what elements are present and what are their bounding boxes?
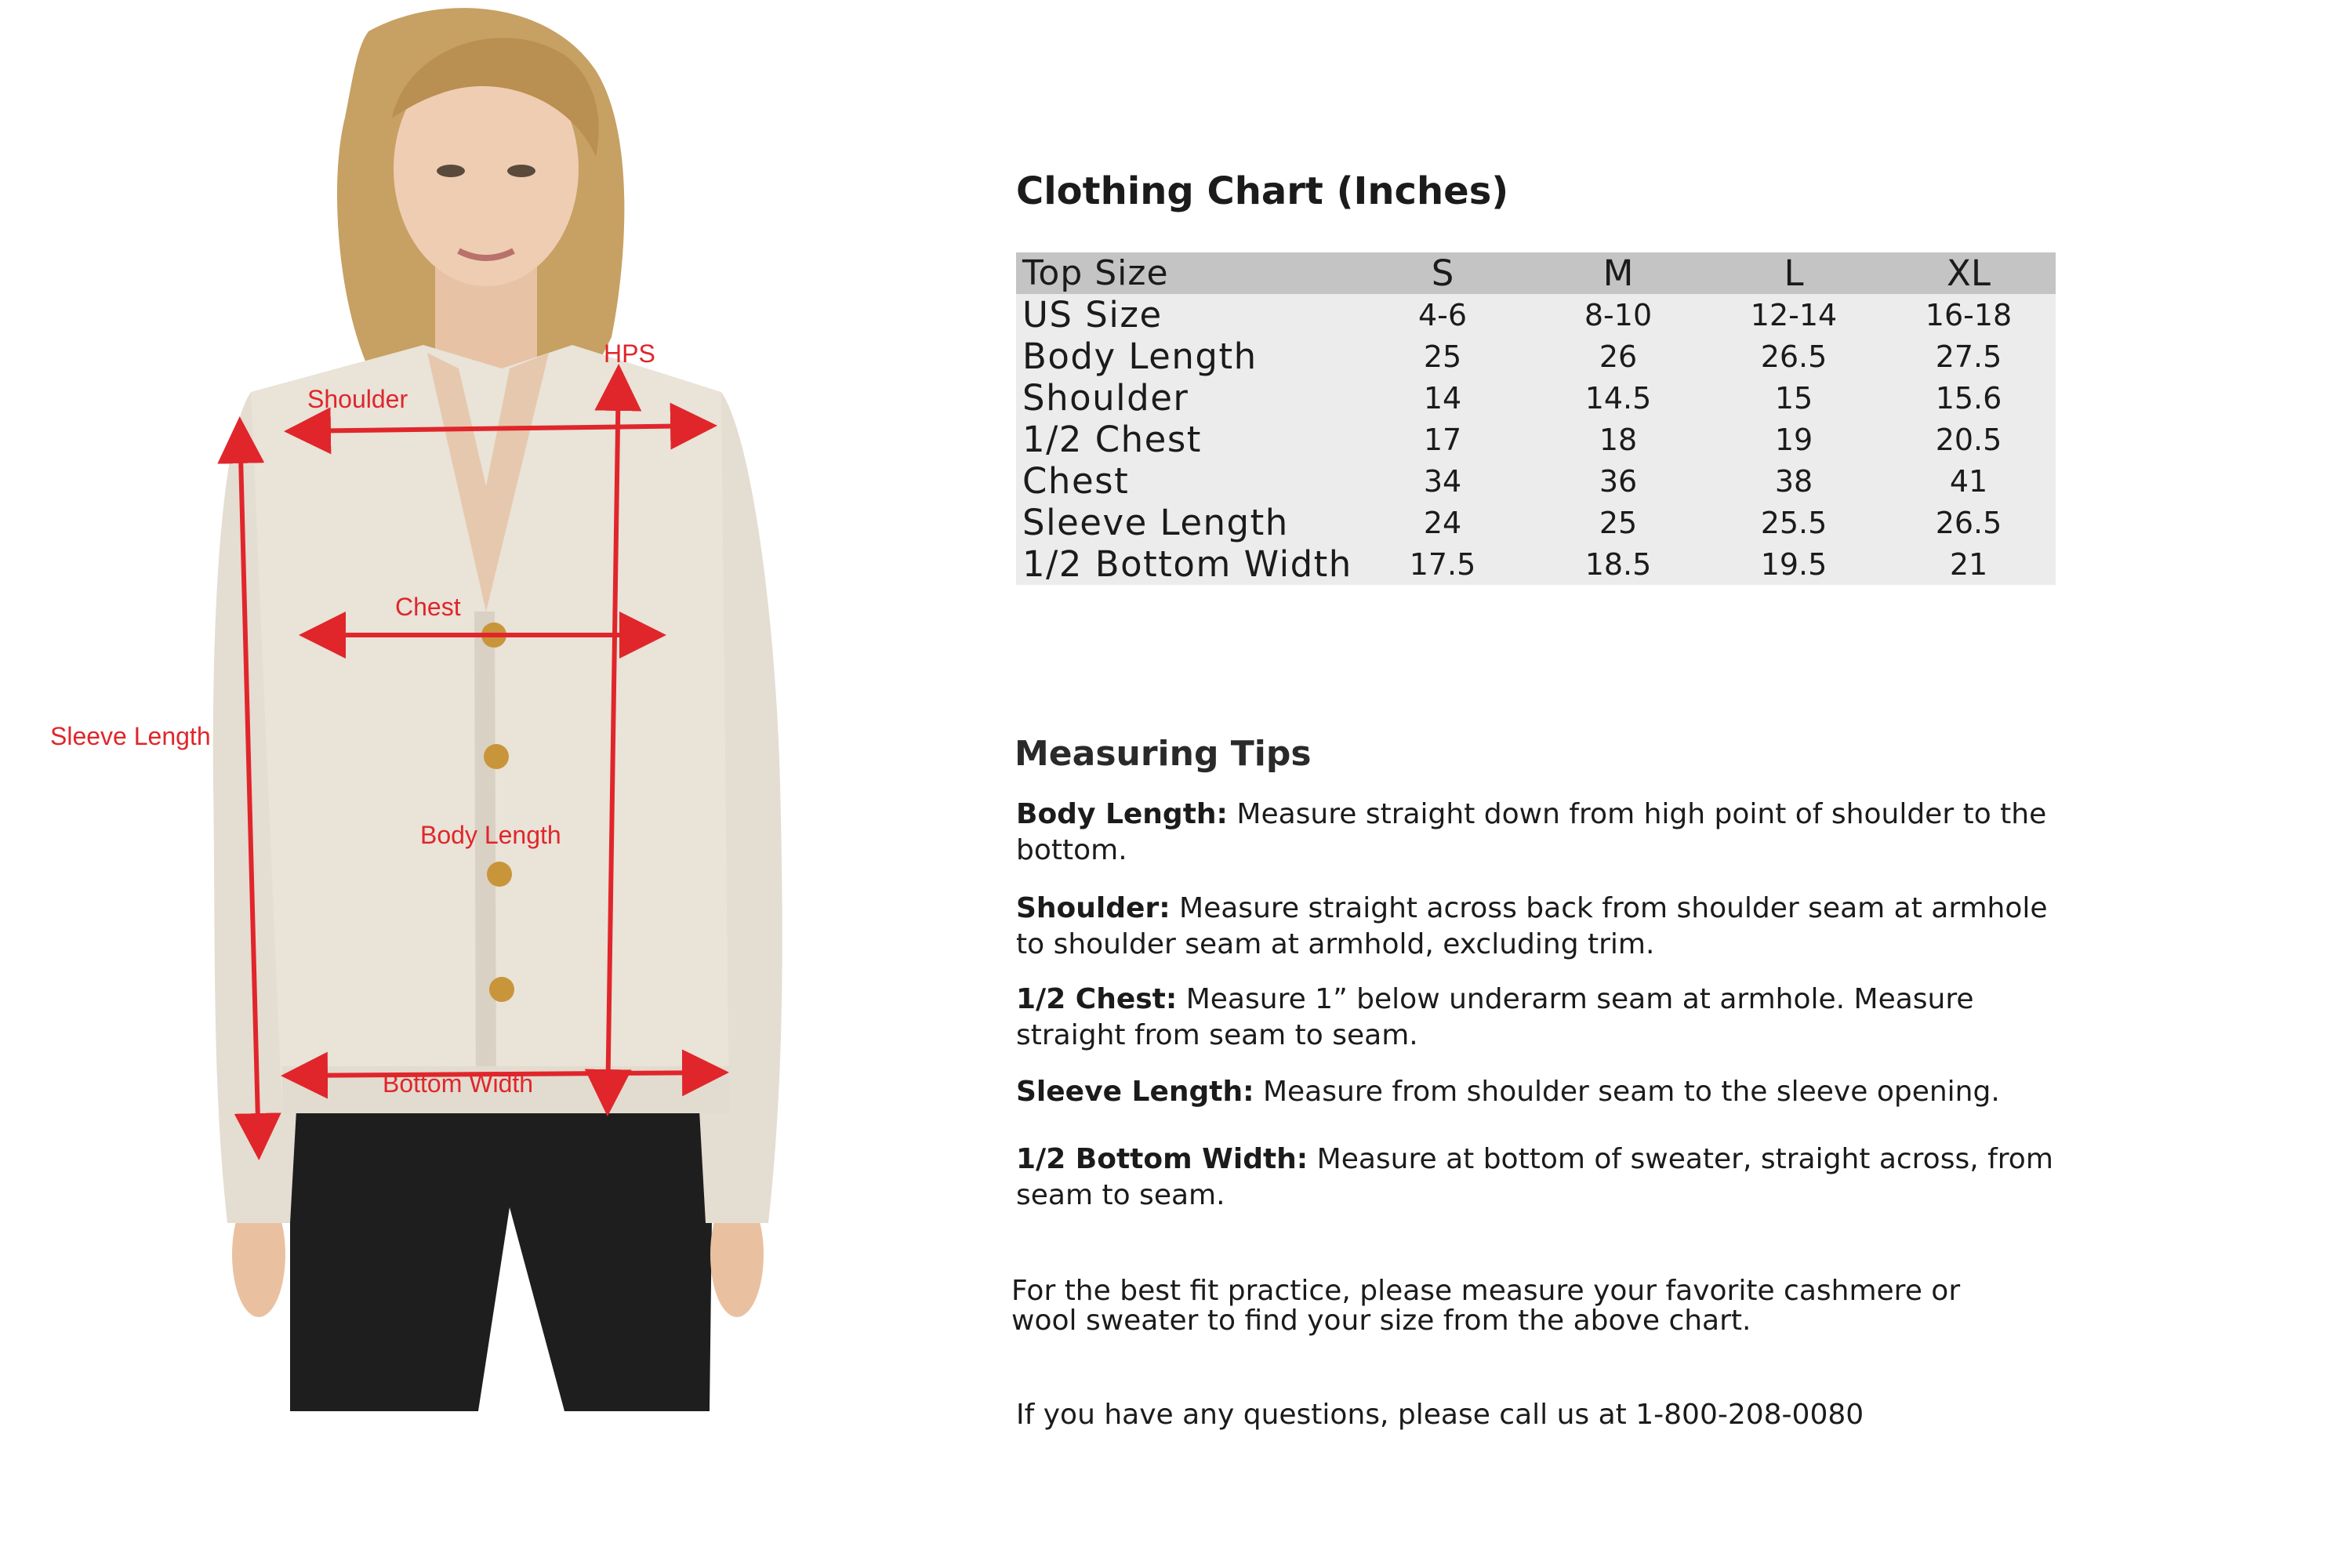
table-cell: 38 — [1774, 463, 1813, 499]
table-cell: 21 — [1949, 546, 1988, 582]
tip-body-length — [1016, 797, 2059, 869]
table-cell: 26.5 — [1760, 339, 1828, 374]
header-label: Top Size — [1022, 253, 1169, 293]
model-illustration — [0, 0, 941, 1427]
tip-text: Measure from shoulder seam to the sleeve opening. — [1254, 1076, 2000, 1108]
table-cell: 18.5 — [1584, 546, 1652, 582]
row-label: 1/2 Bottom Width — [1022, 543, 1352, 585]
table-row — [1016, 294, 2056, 336]
bottom-width-label: Bottom Width — [383, 1069, 534, 1098]
chest-label: Chest — [395, 593, 461, 621]
header-size-xl: XL — [1947, 252, 1991, 294]
header-size-s: S — [1431, 252, 1454, 294]
table-cell: 4-6 — [1417, 297, 1468, 332]
table-cell: 26.5 — [1935, 505, 2002, 540]
size-chart-table — [1016, 252, 2056, 585]
table-cell: 17 — [1423, 422, 1462, 457]
table-cell: 26 — [1599, 339, 1638, 374]
size-chart-header-row — [1016, 252, 2056, 294]
table-cell: 12-14 — [1750, 297, 1838, 332]
row-label: Shoulder — [1022, 377, 1189, 419]
tip-text: Measure at bottom of sweater, straight across, from seam to seam. — [1016, 1143, 2053, 1211]
model-measurement-figure — [0, 0, 941, 1427]
table-row — [1016, 543, 2056, 585]
table-row — [1016, 377, 2056, 419]
table-cell: 20.5 — [1935, 422, 2002, 457]
table-cell: 36 — [1599, 463, 1638, 499]
row-label: US Size — [1022, 294, 1163, 336]
table-row — [1016, 502, 2056, 543]
table-row — [1016, 336, 2056, 377]
tip-sleeve-length — [1016, 1074, 2059, 1110]
table-cell: 41 — [1949, 463, 1988, 499]
table-cell: 27.5 — [1935, 339, 2002, 374]
table-cell: 19 — [1774, 422, 1813, 457]
tip-shoulder — [1016, 891, 2059, 963]
table-cell: 17.5 — [1409, 546, 1476, 582]
tip-term: 1/2 Bottom Width: — [1016, 1143, 1308, 1175]
tip-text: Measure straight down from high point of shoulder to the bottom. — [1016, 798, 2047, 866]
row-label: Sleeve Length — [1022, 502, 1289, 543]
measuring-tips-title: Measuring Tips — [1014, 734, 1312, 774]
header-size-l: L — [1784, 252, 1804, 294]
table-row — [1016, 419, 2056, 460]
hps-label: HPS — [604, 339, 655, 368]
table-row — [1016, 460, 2056, 502]
table-cell: 25.5 — [1760, 505, 1828, 540]
sleeve-length-label: Sleeve Length — [50, 722, 211, 750]
table-cell: 14 — [1423, 380, 1462, 416]
table-cell: 18 — [1599, 422, 1638, 457]
table-cell: 24 — [1423, 505, 1462, 540]
table-cell: 16-18 — [1925, 297, 2013, 332]
table-cell: 25 — [1423, 339, 1462, 374]
body-length-label: Body Length — [420, 821, 561, 849]
tip-half-chest — [1016, 982, 2059, 1054]
chart-title: Clothing Chart (Inches) — [1016, 169, 1509, 213]
table-cell: 14.5 — [1584, 380, 1652, 416]
shoulder-label: Shoulder — [307, 385, 408, 413]
fit-advice-note: For the best fit practice, please measure your favorite cashmere or wool sweater to find your size from the above chart. — [1011, 1275, 1961, 1337]
tip-term: Shoulder: — [1016, 892, 1171, 924]
table-cell: 34 — [1423, 463, 1462, 499]
tip-term: Sleeve Length: — [1016, 1076, 1254, 1108]
table-cell: 19.5 — [1760, 546, 1828, 582]
header-size-m: M — [1602, 252, 1634, 294]
tip-text: Measure 1” below underarm seam at armhole. Measure straight from seam to seam. — [1016, 983, 1974, 1051]
row-label: Body Length — [1022, 336, 1258, 377]
table-cell: 25 — [1599, 505, 1638, 540]
tip-text: Measure straight across back from shoulder seam at armhole to shoulder seam at armhold, excluding trim. — [1016, 892, 2048, 960]
table-cell: 8-10 — [1584, 297, 1653, 332]
tip-half-bottom-width — [1016, 1142, 2059, 1214]
table-cell: 15.6 — [1935, 380, 2002, 416]
row-label: Chest — [1022, 460, 1130, 502]
table-cell: 15 — [1774, 380, 1813, 416]
contact-note: If you have any questions, please call us at 1-800-208-0080 — [1016, 1399, 1864, 1431]
pants-shape — [290, 1090, 713, 1411]
row-label: 1/2 Chest — [1022, 419, 1202, 460]
tip-term: Body Length: — [1016, 798, 1228, 830]
tip-term: 1/2 Chest: — [1016, 983, 1178, 1015]
